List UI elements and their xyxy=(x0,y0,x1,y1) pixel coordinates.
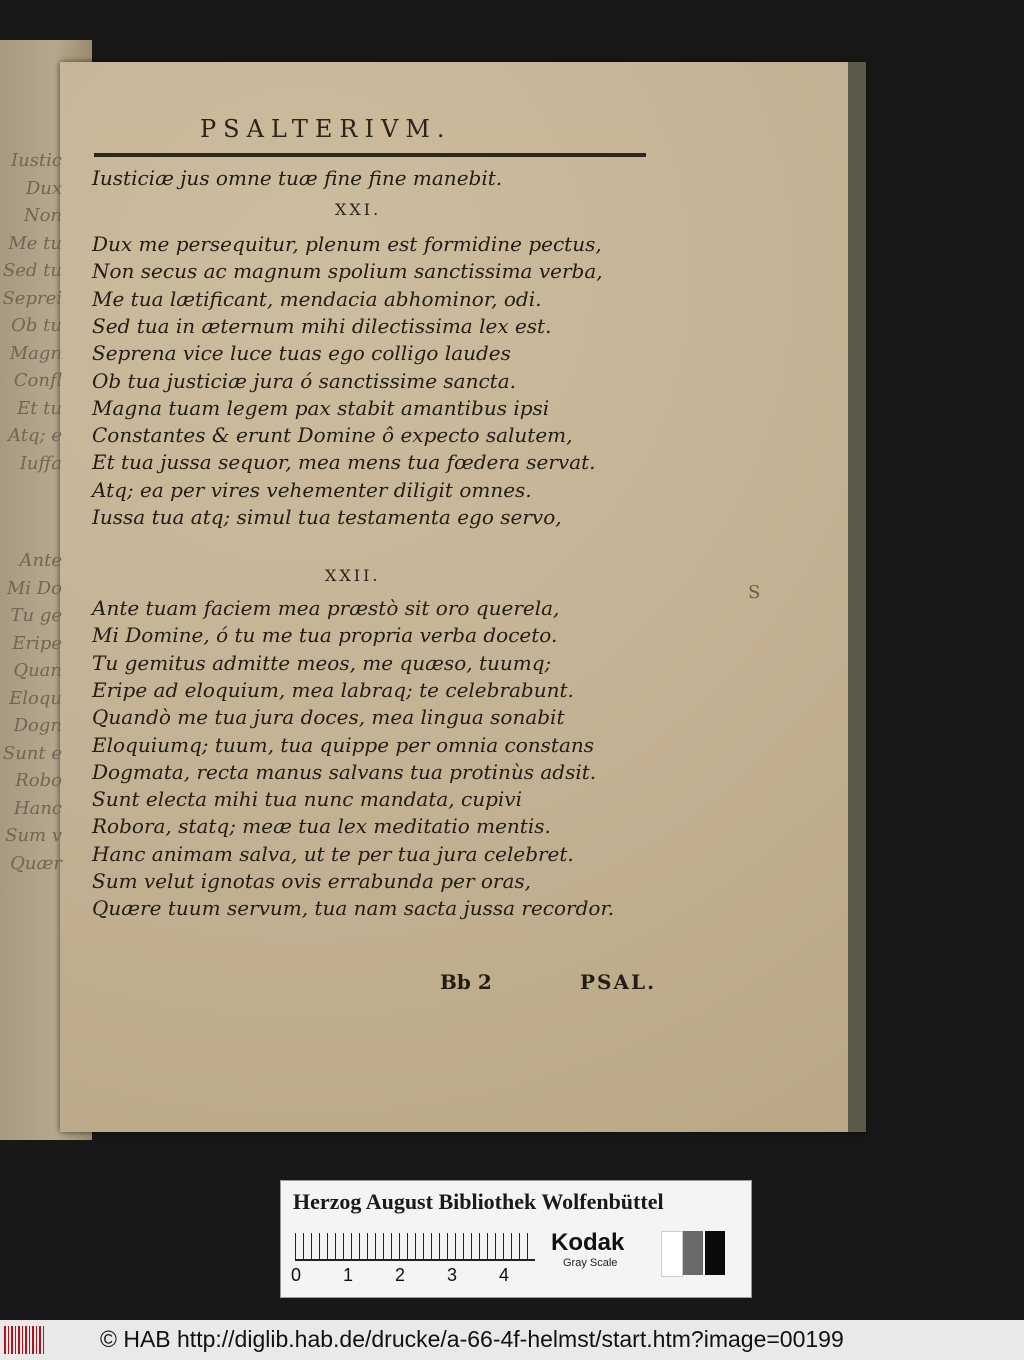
left-fragment: Dux xyxy=(25,177,62,199)
left-fragment: Me tu xyxy=(8,232,62,254)
left-fragment: Iustic xyxy=(10,150,62,171)
swatch-gray xyxy=(683,1231,703,1275)
color-target-card xyxy=(280,1180,752,1298)
verse-line: Tu gemitus admitte meos, me quæso, tuumq; xyxy=(92,650,552,675)
verse-line: Et tua jussa sequor, mea mens tua fœdera servat. xyxy=(92,450,596,475)
left-fragment: Quær xyxy=(10,852,62,874)
kodak-logo-text: Kodak xyxy=(551,1229,625,1256)
left-fragment: Seprei xyxy=(2,287,62,309)
verse-line: Ante tuam faciem mea præstò sit oro querela, xyxy=(92,596,560,620)
verse-line: Sunt electa mihi tua nunc mandata, cupivi xyxy=(92,787,522,812)
scale-number: 0 xyxy=(291,1265,302,1285)
margin-mark: S xyxy=(748,582,761,603)
verse-line: Dogmata, recta manus salvans tua protinùs adsit. xyxy=(92,759,597,784)
verse-line: Me tua lætificant, mendacia abhominor, odi. xyxy=(92,286,542,311)
swatch-white xyxy=(661,1231,683,1277)
left-fragment: Et tu xyxy=(17,397,62,419)
verse-line: Magna tuam legem pax stabit amantibus ipsi xyxy=(92,395,550,420)
psalm-numeral: XXI. xyxy=(335,200,382,219)
footer-bar xyxy=(0,1320,1024,1360)
left-fragment: Sunt e xyxy=(2,742,62,764)
verse-line: Sum velut ignotas ovis errabunda per oras, xyxy=(92,869,532,893)
left-fragment: Eloqu xyxy=(9,687,62,709)
left-fragment: Atq; e xyxy=(8,425,62,446)
running-title: PSALTERIVM. xyxy=(200,115,452,143)
scale-ruler xyxy=(295,1233,535,1261)
left-fragment: Hanc xyxy=(13,797,62,819)
copyright-url[interactable]: © HAB http://diglib.hab.de/drucke/a-66-4f-helmst/start.htm?image=00199 xyxy=(100,1326,844,1352)
verse-line: Seprena vice luce tuas ego colligo laudes xyxy=(92,341,511,366)
left-fragment: Non xyxy=(23,205,62,226)
left-fragment: Iuffa xyxy=(19,452,62,474)
verse-line: Hanc animam salva, ut te per tua jura celebret. xyxy=(92,841,574,866)
verse-line: Eripe ad eloquium, mea labraq; te celebrabunt. xyxy=(92,677,574,702)
header-rule xyxy=(94,153,646,157)
signature-mark: Bb 2 xyxy=(440,970,492,994)
left-fragment: Dogn xyxy=(13,715,62,736)
verse-line: Quære tuum servum, tua nam sacta jussa recordor. xyxy=(92,896,615,921)
psalm-numeral: XXII. xyxy=(325,566,381,585)
verse-line: Dux me persequitur, plenum est formidine pectus, xyxy=(92,232,602,256)
left-fragment: Ob tu xyxy=(11,315,62,336)
verse-line: Atq; ea per vires vehementer diligit omnes. xyxy=(92,477,532,502)
left-fragment: Ante xyxy=(19,550,62,571)
left-fragment: Confl xyxy=(13,370,62,391)
verse-line: Constantes & erunt Domine ô expecto salutem, xyxy=(92,423,573,448)
barcode-icon xyxy=(4,1326,44,1354)
left-fragment: Magn xyxy=(9,342,62,364)
left-fragment: Tu ge xyxy=(10,605,62,626)
left-fragment: Sed tu xyxy=(2,260,62,281)
scale-number: 4 xyxy=(499,1265,510,1285)
left-fragment: Eripe xyxy=(12,632,62,654)
top-verse-line: Iusticiæ jus omne tuæ fine fine manebit. xyxy=(92,166,503,190)
left-fragment: Robo xyxy=(15,770,62,791)
left-fragment: Sum v xyxy=(5,825,62,846)
left-fragment: Mi Do xyxy=(6,577,62,599)
verse-line: Quandò me tua jura doces, mea lingua sonabit xyxy=(92,705,565,730)
scale-number: 1 xyxy=(343,1265,354,1285)
verse-line: Robora, statq; meæ tua lex meditatio mentis. xyxy=(92,814,551,839)
swatch-black xyxy=(705,1231,725,1275)
scale-number: 2 xyxy=(395,1265,406,1285)
page-shadow-edge xyxy=(848,62,866,1132)
verse-line: Sed tua in æternum mihi dilectissima lex est. xyxy=(92,313,552,338)
verse-line: Ob tua justiciæ jura ó sanctissime sancta. xyxy=(92,368,516,393)
scale-numbers xyxy=(291,1265,551,1286)
left-page-fragments xyxy=(0,150,64,880)
verse-line: Iussa tua atq; simul tua testamenta ego servo, xyxy=(92,505,562,529)
verse-line: Non secus ac magnum spolium sanctissima verba, xyxy=(92,259,603,284)
verse-line: Mi Domine, ó tu me tua propria verba doceto. xyxy=(92,623,558,648)
scale-number: 3 xyxy=(447,1265,458,1285)
verse-line: Eloquiumq; tuum, tua quippe per omnia constans xyxy=(92,732,595,757)
institution-label: Herzog August Bibliothek Wolfenbüttel xyxy=(293,1189,664,1214)
catchword: PSAL. xyxy=(580,970,657,994)
left-fragment: Quan xyxy=(13,660,62,681)
gray-scale-label: Gray Scale xyxy=(563,1257,618,1269)
